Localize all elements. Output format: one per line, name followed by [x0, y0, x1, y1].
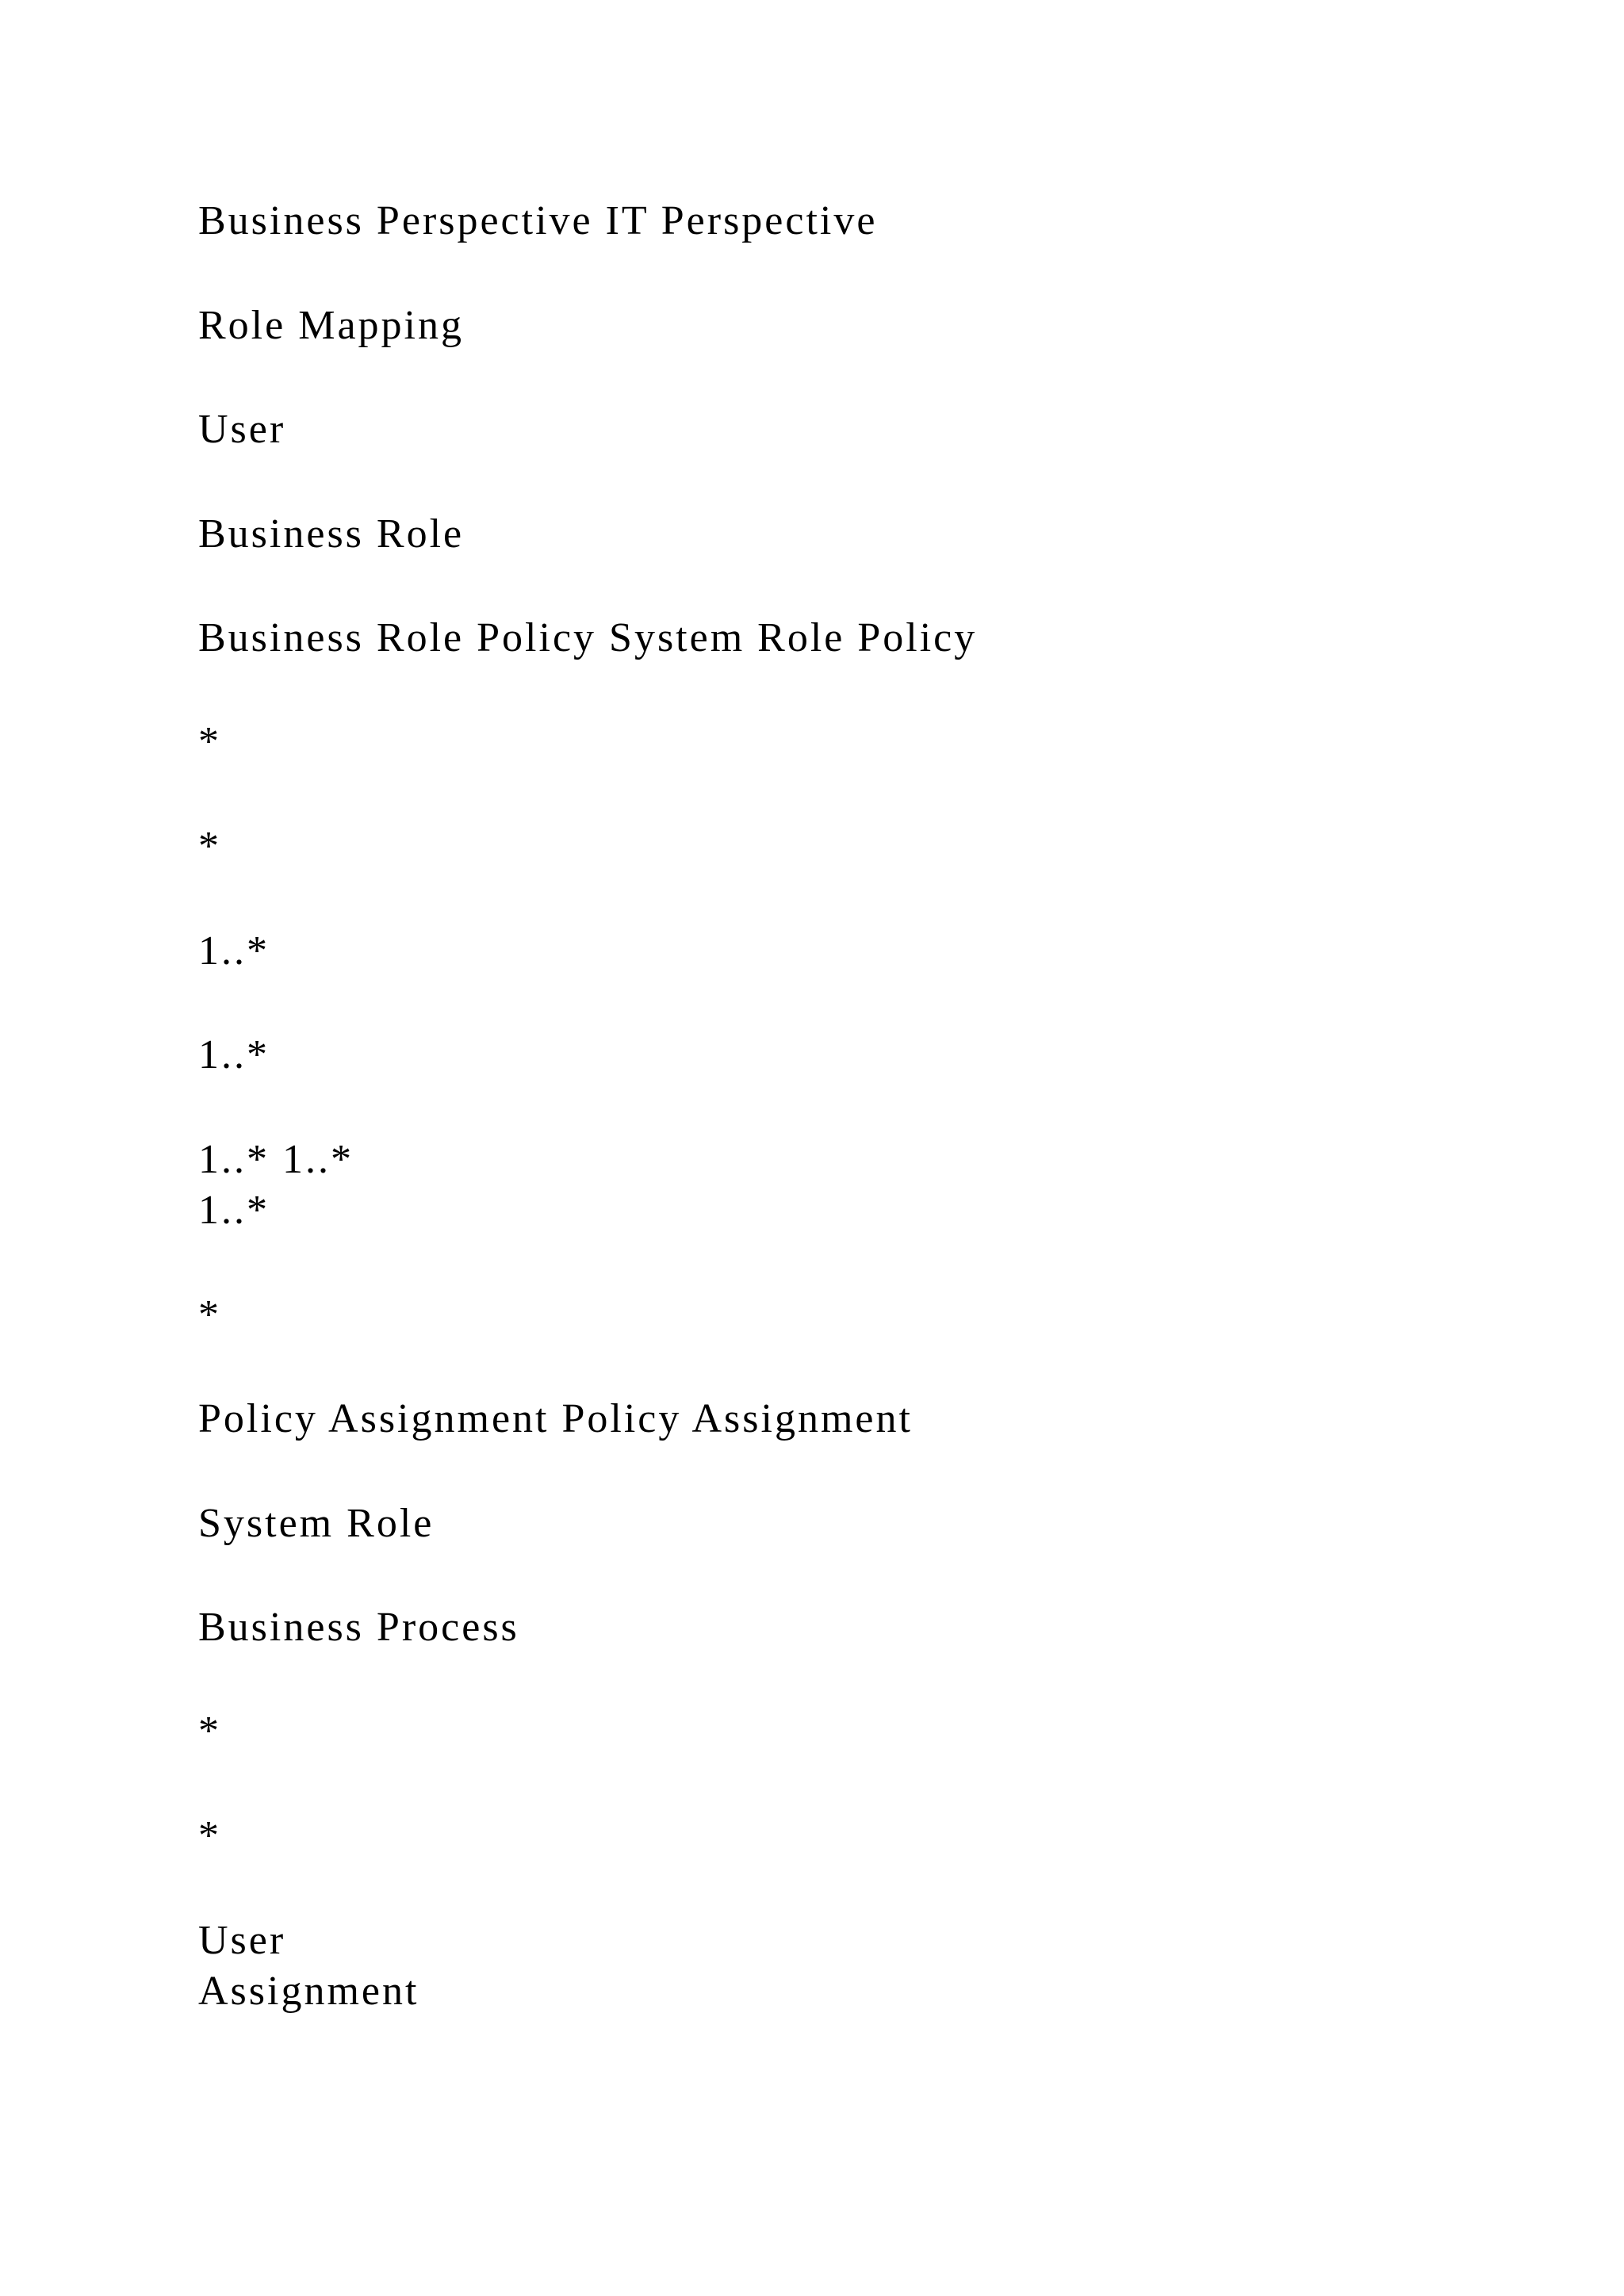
text-line-user: User: [198, 1918, 286, 1963]
text-line-system-role: System Role: [198, 1501, 435, 1546]
text-line-multiplicity: *: [198, 1813, 221, 1858]
text-line-business-role: Business Role: [198, 511, 465, 557]
text-line-multiplicity: *: [198, 1292, 221, 1337]
text-line-business-process: Business Process: [198, 1605, 519, 1650]
text-line-policy-assignments: Policy Assignment Policy Assignment: [198, 1396, 913, 1441]
text-line-multiplicity: *: [198, 1709, 221, 1754]
text-line-multiplicity: *: [198, 824, 221, 869]
text-line-role-mapping: Role Mapping: [198, 303, 464, 348]
text-line-role-policies: Business Role Policy System Role Policy: [198, 615, 978, 660]
text-line-multiplicity: 1..*: [198, 1188, 270, 1233]
text-line-multiplicity: 1..* 1..*: [198, 1137, 354, 1182]
text-line-multiplicity: 1..*: [198, 928, 270, 974]
text-line-multiplicity: 1..*: [198, 1032, 270, 1077]
text-line-perspectives: Business Perspective IT Perspective: [198, 198, 878, 243]
text-line-assignment: Assignment: [198, 1969, 419, 2014]
text-line-user: User: [198, 407, 286, 452]
text-line-multiplicity: *: [198, 719, 221, 764]
